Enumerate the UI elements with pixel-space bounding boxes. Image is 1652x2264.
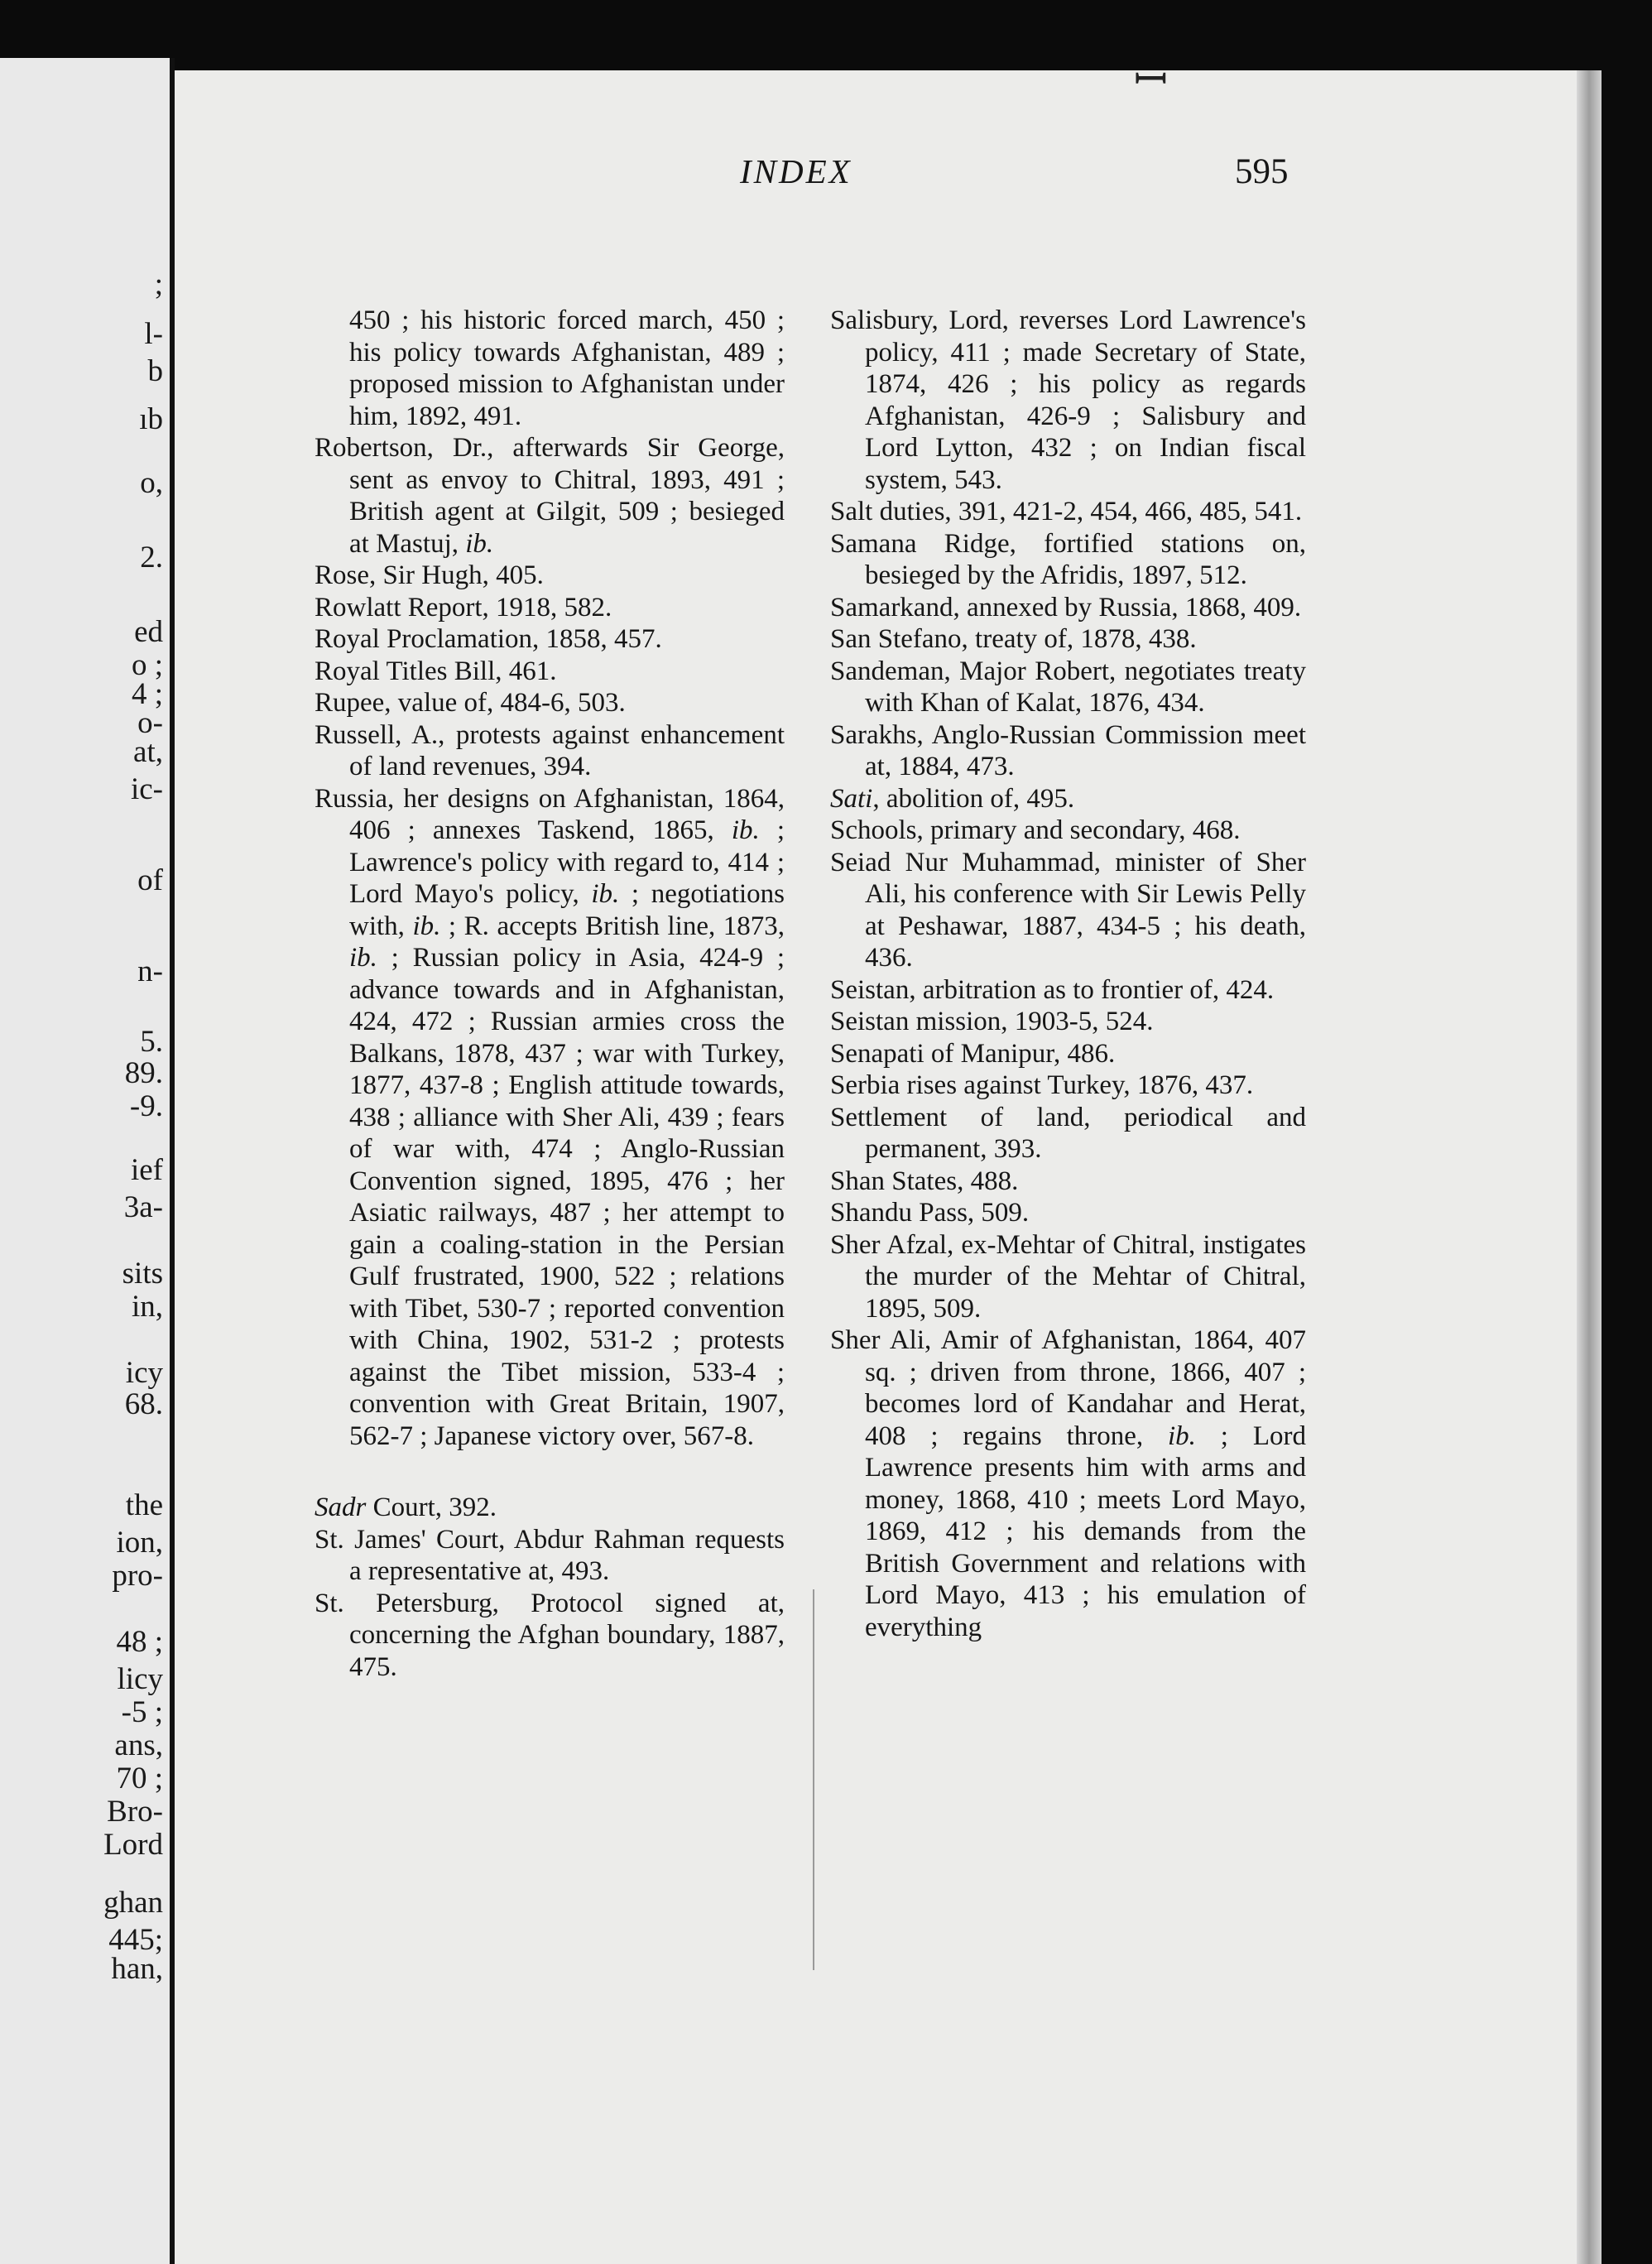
facing-page-fragment: 48 ; — [116, 1625, 163, 1659]
facing-page-fragment: Lord — [103, 1828, 163, 1862]
index-entry: St. Petersburg, Protocol signed at, concerning the Afghan boundary, 1887, 475. — [315, 1588, 785, 1682]
facing-page-edge — [0, 58, 170, 2264]
index-entry: Seistan, arbitration as to frontier of, 424. — [830, 974, 1275, 1005]
facing-page-fragment: 2. — [140, 541, 163, 574]
page-number: 595 — [1235, 152, 1289, 191]
index-entry: Robertson, Dr., afterwards Sir George, sent as envoy to Chitral, 1893, 491 ; British agent at Gilgit, 509 ; besieged at Mastuj, ib. — [315, 433, 785, 559]
facing-page-fragment: 5. — [140, 1025, 163, 1059]
facing-page-fragment: 4 ; — [131, 677, 163, 711]
index-entry: Sarakhs, Anglo-Russian Commission meet at, 1884, 473. — [830, 719, 1306, 781]
index-entry: Sandeman, Major Robert, negotiates treaty with Khan of Kalat, 1876, 434. — [830, 656, 1306, 718]
facing-page-fragment: icy — [125, 1356, 163, 1390]
index-entry: Shandu Pass, 509. — [830, 1198, 1030, 1228]
facing-page-fragment: 68. — [124, 1387, 163, 1421]
facing-page-fragment: ief — [130, 1153, 163, 1187]
index-entry: Salisbury, Lord, reverses Lord Lawrence's policy, 411 ; made Secretary of State, 1874, 426 ; his policy as regards Afghanistan, 426-9 ; Salisbury and Lord Lytton, 432 ; on Indian fiscal system, 543. — [830, 305, 1306, 495]
index-entry: Rowlatt Report, 1918, 582. — [315, 592, 612, 622]
running-head: INDEX — [740, 152, 852, 190]
index-entry: St. James' Court, Abdur Rahman requests a representative at, 493. — [315, 1524, 785, 1586]
facing-page-fragment: pro- — [112, 1559, 163, 1593]
facing-page-fragment: -9. — [129, 1089, 163, 1123]
index-entry: Samana Ridge, fortified stations on, besieged by the Afridis, 1897, 512. — [830, 528, 1306, 590]
page-header — [0, 151, 1652, 201]
facing-page-fragment: o ; — [131, 648, 163, 682]
page-edge — [1577, 70, 1602, 2264]
index-entry: Samarkand, annexed by Russia, 1868, 409. — [830, 592, 1302, 622]
index-entry: Sati, abolition of, 495. — [830, 783, 1075, 814]
facing-page-fragment: 3a- — [123, 1190, 163, 1224]
index-column-left — [315, 305, 785, 1683]
index-entry: Serbia rises against Turkey, 1876, 437. — [830, 1070, 1254, 1100]
facing-page-fragment: 445; — [108, 1923, 163, 1957]
facing-page-fragment: -5 ; — [121, 1695, 163, 1729]
facing-page-fragment: han, — [111, 1952, 163, 1986]
facing-page-fragment: b — [147, 354, 163, 388]
index-entry: Royal Proclamation, 1858, 457. — [315, 624, 662, 654]
index-entry: Rose, Sir Hugh, 405. — [315, 560, 544, 590]
index-entry: Seiad Nur Muhammad, minister of Sher Ali, his conference with Sir Lewis Pelly at Peshawar, 1887, 434-5 ; his death, 436. — [830, 847, 1306, 973]
facing-page-fragment: licy — [117, 1662, 163, 1696]
index-entry: San Stefano, treaty of, 1878, 438. — [830, 624, 1197, 654]
index-entry: Senapati of Manipur, 486. — [830, 1038, 1116, 1069]
index-entry: Sadr Court, 392. — [315, 1493, 497, 1522]
facing-page-fragment: l- — [144, 317, 163, 351]
facing-page-fragment: o, — [140, 466, 163, 500]
facing-page-fragment: ans, — [114, 1728, 163, 1762]
index-entry: Sher Ali, Amir of Afghanistan, 1864, 407 sq. ; driven from throne, 1866, 407 ; becomes lord of Kandahar and Herat, 408 ; regains throne, ib. ; Lord Lawrence presents him with arms and money, 1868, 410 ; meets Lord Mayo, 1869, 412 ; his demands from the British Government and relations with Lord Mayo, 413 ; his emulation of everything — [830, 1325, 1306, 1642]
top-ink-mark: ꟷ — [1134, 56, 1168, 103]
facing-page-fragment: ic- — [130, 772, 163, 806]
index-entry: Russell, A., protests against enhancement of land revenues, 394. — [315, 719, 785, 781]
facing-page-fragment: the — [125, 1488, 163, 1522]
index-entry: Russia, her designs on Afghanistan, 1864, 406 ; annexes Taskend, 1865, ib. ; Lawrence's policy with regard to, 414 ; Lord Mayo's policy, ib. ; negotiations with, ib. ; R. accepts British line, 1873, ib. ; Russian policy in Asia, 424-9 ; advance towards and in Afghanistan, 424, 472 ; Russian armies cross the Balkans, 1878, 437 ; war with Turkey, 1877, 437-8 ; English attitude towards, 438 ; alliance with Sher Ali, 439 ; fears of war with, 474 ; Anglo-Russian Convention signed, 1895, 476 ; her Asiatic railways, 487 ; her attempt to gain a coaling-station in the Persian Gulf frustrated, 1900, 522 ; relations with Tibet, 530-7 ; reported convention with China, 1902, 531-2 ; protests against the Tibet mission, 533-4 ; convention with Great Britain, 1907, 562-7 ; Japanese victory over, 567-8. — [315, 783, 785, 1451]
facing-page-fragment: in, — [131, 1290, 163, 1324]
column-rule — [813, 1589, 814, 1970]
index-column-right — [830, 305, 1306, 1643]
entry-gap — [315, 1452, 785, 1492]
facing-page-fragment: ghan — [103, 1886, 163, 1920]
facing-page-fragment: sits — [122, 1257, 163, 1291]
index-entry: Settlement of land, periodical and permanent, 393. — [830, 1102, 1306, 1164]
facing-page-fragment: o- — [137, 706, 163, 740]
index-entry: Rupee, value of, 484-6, 503. — [315, 688, 626, 718]
facing-page-fragment: n- — [137, 954, 163, 988]
facing-page-fragment: 70 ; — [116, 1762, 163, 1795]
index-entry: Salt duties, 391, 421-2, 454, 466, 485, 541. — [830, 497, 1303, 526]
facing-page-fragment: ed — [134, 615, 163, 649]
facing-page-fragment: of — [137, 863, 163, 897]
index-entry: Shan States, 488. — [830, 1166, 1019, 1196]
index-entry: Royal Titles Bill, 461. — [315, 656, 557, 686]
index-entry: 450 ; his historic forced march, 450 ; his policy towards Afghanistan, 489 ; proposed mission to Afghanistan under him, 1892, 491. — [349, 305, 785, 431]
facing-page-fragment: 89. — [124, 1056, 163, 1090]
facing-page-fragment: ıb — [139, 402, 163, 436]
facing-page-fragment: ; — [154, 267, 163, 301]
facing-page-fragment: ion, — [116, 1526, 163, 1560]
index-entry: Sher Afzal, ex-Mehtar of Chitral, instigates the murder of the Mehtar of Chitral, 1895, 509. — [830, 1229, 1306, 1324]
facing-page-fragment: Bro- — [107, 1795, 163, 1829]
facing-page-fragment: at, — [133, 735, 163, 769]
index-entry: Seistan mission, 1903-5, 524. — [830, 1007, 1154, 1036]
index-entry: Schools, primary and secondary, 468. — [830, 815, 1241, 845]
